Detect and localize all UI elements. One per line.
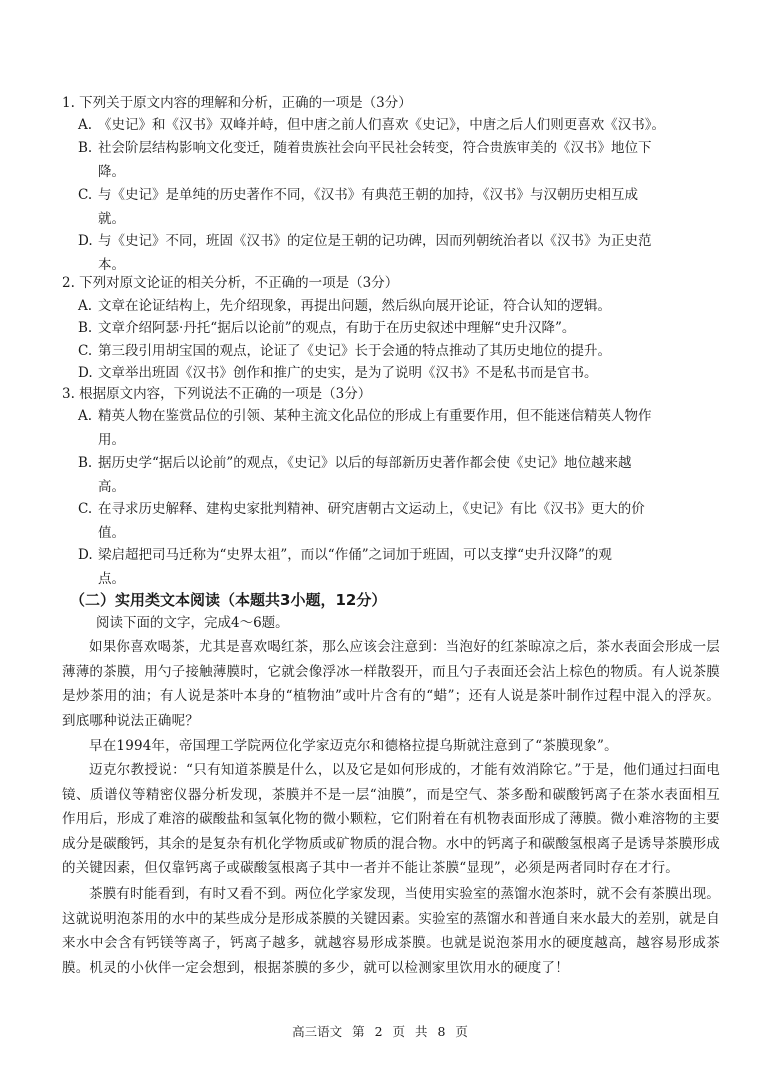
option-label: D. [78,233,93,249]
option-label: A. [78,408,93,424]
option-label: C. [78,187,93,203]
option-text: 社会阶层结构影响文化变迁，随着贵族社会向平民社会转变，符合贵族审美的《汉书》地位下 [98,140,652,156]
option-text: 据历史学“据后以论前”的观点，《史记》以后的每部新历史著作都会使《史记》地位越来越 [98,455,632,471]
option-text: 在寻求历史解释、建构史家批判精神、研究唐朝古文运动上，《史记》有比《汉书》更大的价 [98,501,645,517]
option-text: 文章举出班固《汉书》创作和推广的史实，是为了说明《汉书》不是私书而是官书。 [98,365,598,381]
reading-instruction: 阅读下面的文字，完成4～6题。 [96,615,289,631]
option-text: 与《史记》是单纯的历史著作不同，《汉书》有典范王朝的加持，《汉书》与汉朝历史相互成 [98,187,638,203]
question-3-stem: 3. 根据原文内容，下列说法不正确的一项是（3分） [62,386,372,402]
option-label: B. [78,140,93,156]
question-2-stem: 2. 下列对原文论证的相关分析，不正确的一项是（3分） [62,275,399,291]
option-text-continued: 高。 [98,479,125,495]
q1-option-d [78,229,720,277]
option-label: A. [78,117,93,133]
q3-option-a [78,404,720,452]
option-label: B. [78,455,93,471]
article-paragraph-3: 迈克尔教授说：“只有知道茶膜是什么，以及它是如何形成的，才能有效消除它。”于是，他们通过扫面电镜、质谱仪等精密仪器分析发现，茶膜并不是一层“油膜”，而是空气、茶多酚和碳酸钙离子在茶水表面相互作用后，形成了难溶的碳酸盐和氢氧化物的微小颗粒，它们附着在有机物表面形成了薄膜。微小难溶物的主要成分是碳酸钙，其余的是复杂有机化学物质或矿物质的混合物。水中的钙离子和碳酸氢根离子是诱导茶膜形成的关键因素，但仅靠钙离子或碳酸氢根离子其中一者并不能让茶膜“显现”，必须是两者同时存在才行。 [62,762,720,877]
article-paragraph-2: 早在1994年，帝国理工学院两位化学家迈克尔和德格拉提乌斯就注意到了“茶膜现象”。 [89,738,618,754]
option-text: 第三段引用胡宝国的观点，论证了《史记》长于会通的特点推动了其历史地位的提升。 [98,343,611,359]
option-label: B. [78,320,93,336]
option-text: 文章在论证结构上，先介绍现象，再提出问题，然后纵向展开论证，符合认知的逻辑。 [98,298,611,314]
question-1-stem: 1. 下列关于原文内容的理解和分析，正确的一项是（3分） [62,95,412,111]
option-text: 精英人物在鉴赏品位的引领、某种主流文化品位的形成上有重要作用，但不能迷信精英人物作 [98,408,652,424]
option-text: 《史记》和《汉书》双峰并峙，但中唐之前人们喜欢《史记》，中唐之后人们则更喜欢《汉书》。 [98,117,665,133]
page-footer: 高三语文 第 2 页 共 8 页 [292,1024,468,1039]
q3-option-b [78,451,720,499]
option-text-continued: 降。 [98,164,125,180]
q2-option-d [78,361,720,385]
q1-option-a [78,113,720,137]
q1-option-b [78,136,720,184]
q1-option-c [78,183,720,231]
option-text: 与《史记》不同，班固《汉书》的定位是王朝的记功碑，因而列朝统治者以《汉书》为正史范 [98,233,652,249]
option-text: 梁启超把司马迁称为“史界太祖”，而以“作俑”之词加于班固，可以支撑“史升汉降”的观 [98,547,612,563]
option-text-continued: 值。 [98,525,125,541]
option-text-continued: 点。 [98,571,125,587]
option-label: C. [78,343,93,359]
option-text-continued: 本。 [98,257,125,273]
option-label: C. [78,501,93,517]
article-paragraph-4: 茶膜有时能看到，有时又看不到。两位化学家发现，当使用实验室的蒸馏水泡茶时，就不会有茶膜出现。这就说明泡茶用的水中的某些成分是形成茶膜的关键因素。实验室的蒸馏水和普通自来水最大的差别，就是自来水中会含有钙镁等离子，钙离子越多，就越容易形成茶膜。也就是说泡茶用水的硬度越高，越容易形成茶膜。机灵的小伙伴一定会想到，根据茶膜的多少，就可以检测家里饮用水的硬度了！ [62,886,720,976]
option-label: D. [78,365,93,381]
option-text-continued: 用。 [98,432,125,448]
option-label: D. [78,547,93,563]
q2-option-b [78,316,720,340]
q2-option-a [78,294,720,318]
option-text: 文章介绍阿瑟·丹托“据后以论前”的观点，有助于在历史叙述中理解“史升汉降”。 [98,320,576,336]
q3-option-d [78,543,720,591]
q2-option-c [78,339,720,363]
section-heading: （二）实用类文本阅读（本题共3小题，12分） [70,591,387,609]
article-paragraph-1: 如果你喜欢喝茶，尤其是喜欢喝红茶，那么应该会注意到：当泡好的红茶晾凉之后，茶水表面会形成一层薄薄的茶膜，用勺子接触薄膜时，它就会像浮冰一样散裂开，而且勺子表面还会沾上棕色的物质。有人说茶膜是炒茶用的油；有人说是茶叶本身的“植物油”或叶片含有的“蜡”；还有人说是茶叶制作过程中混入的浮灰。到底哪种说法正确呢？ [62,639,720,729]
option-label: A. [78,298,93,314]
q3-option-c [78,497,720,545]
option-text-continued: 就。 [98,211,125,227]
